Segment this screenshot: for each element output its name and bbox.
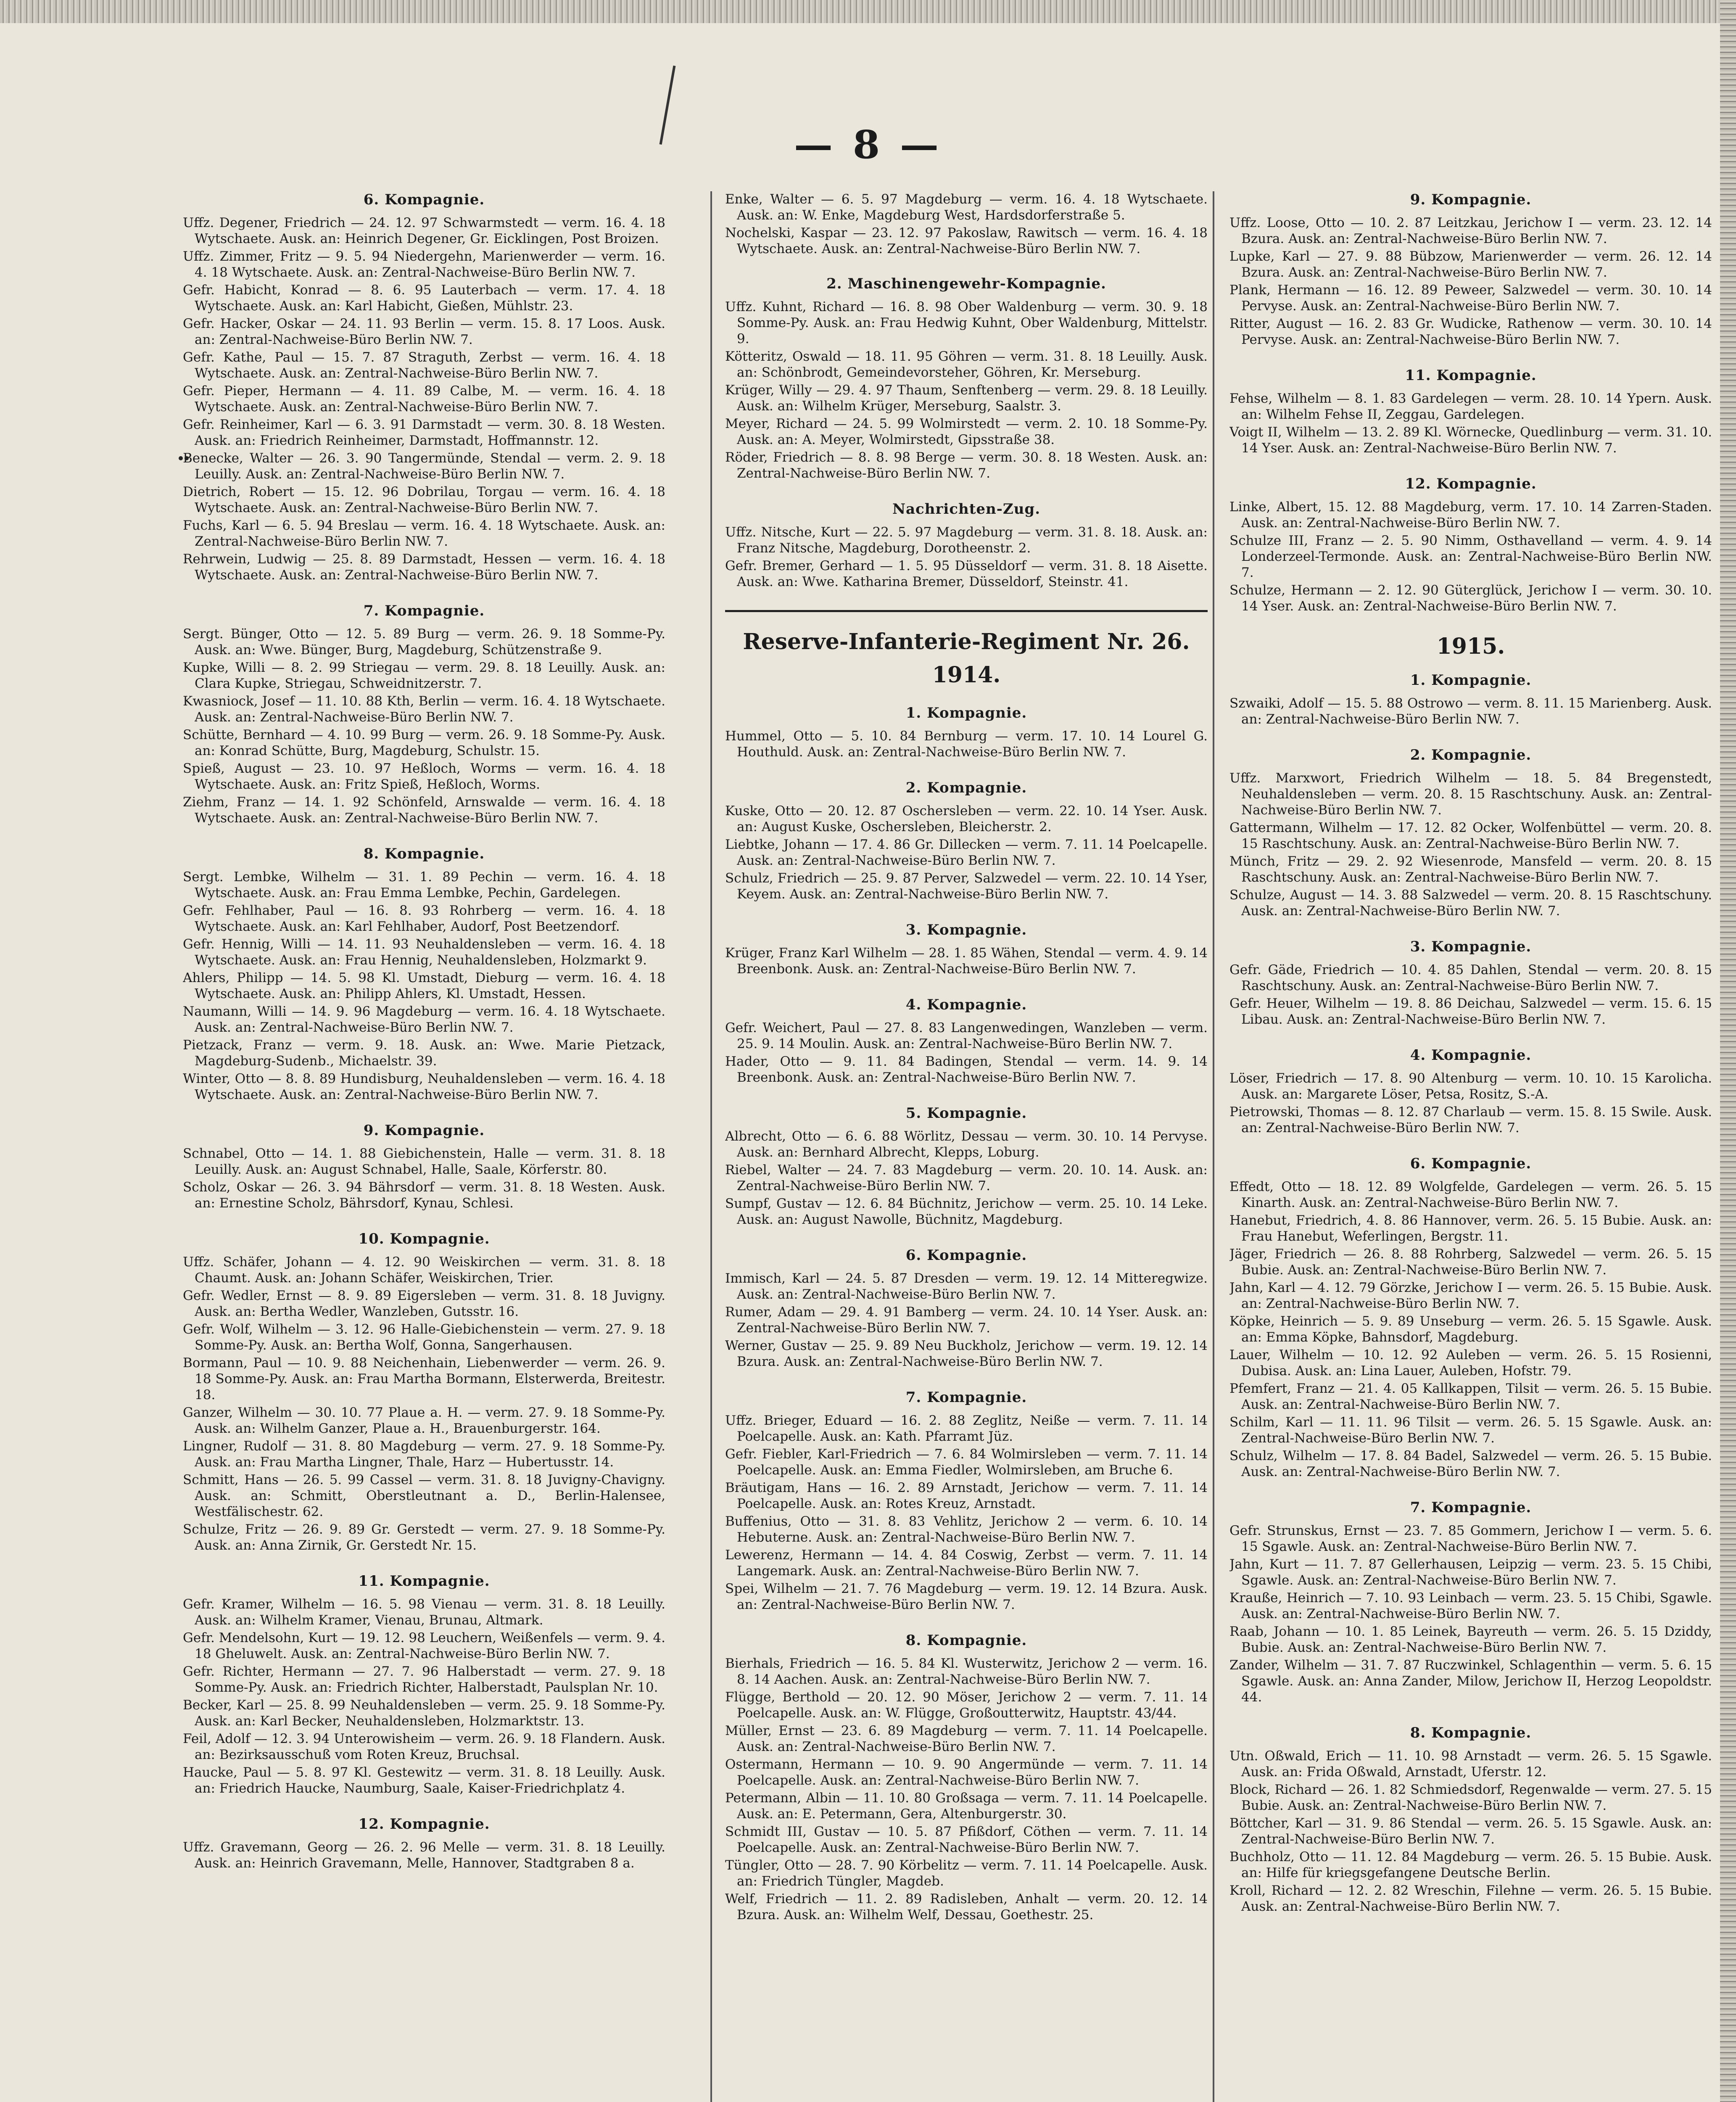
casualty-entry: Röder, Friedrich — 8. 8. 98 Berge — verm. 30. 8. 18 Westen. Ausk. an: Zentral-Nachweise-Büro Berlin NW. 7. — [725, 450, 1208, 481]
column-1 — [183, 191, 665, 2102]
casualty-entry: Uffz. Zimmer, Fritz — 9. 5. 94 Niedergehn, Marienwerder — verm. 16. 4. 18 Wytschaete. Ausk. an: Zentral-Nachweise-Büro Berlin NW. 7. — [183, 249, 665, 280]
company-section — [725, 1105, 1208, 1228]
casualty-entry: Welf, Friedrich — 11. 2. 89 Radisleben, Anhalt — verm. 20. 12. 14 Bzura. Ausk. an: Wilhelm Welf, Dessau, Goethestr. 25. — [725, 1891, 1208, 1922]
casualty-entry: Uffz. Marxwort, Friedrich Wilhelm — 18. 5. 84 Bregenstedt, Neuhaldensleben — verm. 20. 8. 15 Raschtschuny. Ausk. an: Zentral-Nachweise-Büro Berlin NW. 7. — [1229, 771, 1712, 818]
company-heading: 8. Kompagnie. — [1410, 1724, 1532, 1741]
company-section — [183, 1231, 665, 1553]
casualty-entry: Liebtke, Johann — 17. 4. 86 Gr. Dillecken — verm. 7. 11. 14 Poelcapelle. Ausk. an: Zentral-Nachweise-Büro Berlin NW. 7. — [725, 837, 1208, 868]
casualty-entry: Raab, Johann — 10. 1. 85 Leinek, Bayreuth — verm. 26. 5. 15 Dziddy, Bubie. Ausk. an: Zentral-Nachweise-Büro Berlin NW. 7. — [1229, 1624, 1712, 1655]
casualty-entry: Ostermann, Hermann — 10. 9. 90 Angermünde — verm. 7. 11. 14 Poelcapelle. Ausk. an: Zentral-Nachweise-Büro Berlin NW. 7. — [725, 1757, 1208, 1788]
casualty-entry: Löser, Friedrich — 17. 8. 90 Altenburg — verm. 10. 10. 15 Karolicha. Ausk. an: Margarete Löser, Petsa, Rositz, S.-A. — [1229, 1071, 1712, 1102]
casualty-entry: Plank, Hermann — 16. 12. 89 Peweer, Salzwedel — verm. 30. 10. 14 Pervyse. Ausk. an: Zentral-Nachweise-Büro Berlin NW. 7. — [1229, 283, 1712, 314]
casualty-entry: Bierhals, Friedrich — 16. 5. 84 Kl. Wusterwitz, Jerichow 2 — verm. 16. 8. 14 Aachen. Ausk. an: Zentral-Nachweise-Büro Berlin NW. 7. — [725, 1656, 1208, 1687]
casualty-entry: Gefr. Pieper, Hermann — 4. 11. 89 Calbe, M. — verm. 16. 4. 18 Wytschaete. Ausk. an: Zentral-Nachweise-Büro Berlin NW. 7. — [183, 383, 665, 415]
casualty-entry: Becker, Karl — 25. 8. 99 Neuhaldensleben — verm. 25. 9. 18 Somme-Py. Ausk. an: Karl Becker, Neuhaldensleben, Holzmarktstr. 13. — [183, 1698, 665, 1729]
casualty-entry: Köpke, Heinrich — 5. 9. 89 Unseburg — verm. 26. 5. 15 Sgawle. Ausk. an: Emma Köpke, Bahnsdorf, Magdeburg. — [1229, 1314, 1712, 1345]
company-heading: 2. Maschinengewehr-Kompagnie. — [826, 275, 1106, 292]
casualty-entry: Gefr. Heuer, Wilhelm — 19. 8. 86 Deichau, Salzwedel — verm. 15. 6. 15 Libau. Ausk. an: Zentral-Nachweise-Büro Berlin NW. 7. — [1229, 996, 1712, 1027]
company-section — [725, 922, 1208, 977]
company-heading: 6. Kompagnie. — [1410, 1155, 1532, 1172]
casualty-entry: Flügge, Berthold — 20. 12. 90 Möser, Jerichow 2 — verm. 7. 11. 14 Poelcapelle. Ausk. an: W. Flügge, Großoutterwitz, Hauptstr. 43/44. — [725, 1690, 1208, 1721]
casualty-entry: Sergt. Lembke, Wilhelm — 31. 1. 89 Pechin — verm. 16. 4. 18 Wytschaete. Ausk. an: Frau Emma Lembke, Pechin, Gardelegen. — [183, 869, 665, 900]
casualty-entry: Lewerenz, Hermann — 14. 4. 84 Coswig, Zerbst — verm. 7. 11. 14 Langemark. Ausk. an: Zentral-Nachweise-Büro Berlin NW. 7. — [725, 1547, 1208, 1579]
casualty-entry: Spieß, August — 23. 10. 97 Heßloch, Worms — verm. 16. 4. 18 Wytschaete. Ausk. an: Fritz Spieß, Heßloch, Worms. — [183, 761, 665, 792]
company-heading: 10. Kompagnie. — [358, 1231, 490, 1247]
lead-entries — [725, 191, 1208, 275]
company-heading: 3. Kompagnie. — [1410, 938, 1532, 955]
casualty-entry: Uffz. Nitsche, Kurt — 22. 5. 97 Magdeburg — verm. 31. 8. 18. Ausk. an: Franz Nitsche, Magdeburg, Dorotheenstr. 2. — [725, 525, 1208, 556]
company-heading: 5. Kompagnie. — [905, 1105, 1027, 1122]
casualty-entry: Krüger, Willy — 29. 4. 97 Thaum, Senftenberg — verm. 29. 8. 18 Leuilly. Ausk. an: Wilhelm Krüger, Merseburg, Saalstr. 3. — [725, 383, 1208, 414]
company-section — [1229, 475, 1712, 614]
company-section — [1229, 1047, 1712, 1136]
casualty-entry: Gefr. Gäde, Friedrich — 10. 4. 85 Dahlen, Stendal — verm. 20. 8. 15 Raschtschuny. Ausk. an: Zentral-Nachweise-Büro Berlin NW. 7. — [1229, 962, 1712, 993]
casualty-entry: Schmidt III, Gustav — 10. 5. 87 Pfißdorf, Cöthen — verm. 7. 11. 14 Poelcapelle. Ausk. an: Zentral-Nachweise-Büro Berlin NW. 7. — [725, 1824, 1208, 1855]
casualty-entry: Spei, Wilhelm — 21. 7. 76 Magdeburg — verm. 19. 12. 14 Bzura. Ausk. an: Zentral-Nachweise-Büro Berlin NW. 7. — [725, 1581, 1208, 1612]
casualty-entry: Enke, Walter — 6. 5. 97 Magdeburg — verm. 16. 4. 18 Wytschaete. Ausk. an: W. Enke, Magdeburg West, Hardsdorferstraße 5. — [725, 192, 1208, 223]
casualty-entry: Effedt, Otto — 18. 12. 89 Wolgfelde, Gardelegen — verm. 26. 5. 15 Kinarth. Ausk. an: Zentral-Nachweise-Büro Berlin NW. 7. — [1229, 1179, 1712, 1210]
casualty-entry: Lupke, Karl — 27. 9. 88 Bübzow, Marienwerder — verm. 26. 12. 14 Bzura. Ausk. an: Zentral-Nachweise-Büro Berlin NW. 7. — [1229, 249, 1712, 280]
company-heading: 1. Kompagnie. — [905, 705, 1027, 721]
company-section — [183, 845, 665, 1103]
section-group-b — [1229, 672, 1712, 1915]
casualty-entry: Schilm, Karl — 11. 11. 96 Tilsit — verm. 26. 5. 15 Sgawle. Ausk. an: Zentral-Nachweise-Büro Berlin NW. 7. — [1229, 1415, 1712, 1446]
casualty-entry: Pfemfert, Franz — 21. 4. 05 Kallkappen, Tilsit — verm. 26. 5. 15 Bubie. Ausk. an: Zentral-Nachweise-Büro Berlin NW. 7. — [1229, 1381, 1712, 1412]
casualty-entry: Gefr. Wedler, Ernst — 8. 9. 89 Eigersleben — verm. 31. 8. 18 Juvigny. Ausk. an: Bertha Wedler, Wanzleben, Gutsstr. 16. — [183, 1288, 665, 1319]
scan-edge-top — [0, 0, 1736, 23]
casualty-entry: Riebel, Walter — 24. 7. 83 Magdeburg — verm. 20. 10. 14. Ausk. an: Zentral-Nachweise-Büro Berlin NW. 7. — [725, 1162, 1208, 1194]
casualty-entry: Scholz, Oskar — 26. 3. 94 Bährsdorf — verm. 31. 8. 18 Westen. Ausk. an: Ernestine Scholz, Bährsdorf, Kynau, Schlesi. — [183, 1180, 665, 1211]
casualty-entry: Linke, Albert, 15. 12. 88 Magdeburg, verm. 17. 10. 14 Zarren-Staden. Ausk. an: Zentral-Nachweise-Büro Berlin NW. 7. — [1229, 499, 1712, 531]
casualty-entry: Gefr. Strunskus, Ernst — 23. 7. 85 Gommern, Jerichow I — verm. 5. 6. 15 Sgawle. Ausk. an: Zentral-Nachweise-Büro Berlin NW. 7. — [1229, 1523, 1712, 1554]
casualty-entry: Dietrich, Robert — 15. 12. 96 Dobrilau, Torgau — verm. 16. 4. 18 Wytschaete. Ausk. an: Zentral-Nachweise-Büro Berlin NW. 7. — [183, 484, 665, 515]
casualty-entry: Uffz. Loose, Otto — 10. 2. 87 Leitzkau, Jerichow I — verm. 23. 12. 14 Bzura. Ausk. an: Zentral-Nachweise-Büro Berlin NW. 7. — [1229, 215, 1712, 246]
company-section — [725, 705, 1208, 760]
casualty-entry: Gefr. Hacker, Oskar — 24. 11. 93 Berlin — verm. 15. 8. 17 Loos. Ausk. an: Zentral-Nachweise-Büro Berlin NW. 7. — [183, 316, 665, 347]
casualty-entry: Voigt II, Wilhelm — 13. 2. 89 Kl. Wörnecke, Quedlinburg — verm. 31. 10. 14 Yser. Ausk. an: Zentral-Nachweise-Büro Berlin NW. 7. — [1229, 425, 1712, 456]
company-section — [1229, 747, 1712, 919]
casualty-entry: Uffz. Kuhnt, Richard — 16. 8. 98 Ober Waldenburg — verm. 30. 9. 18 Somme-Py. Ausk. an: Frau Hedwig Kuhnt, Ober Waldenburg, Mittelstr. 9. — [725, 299, 1208, 346]
casualty-entry: Werner, Gustav — 25. 9. 89 Neu Buckholz, Jerichow — verm. 19. 12. 14 Bzura. Ausk. an: Zentral-Nachweise-Büro Berlin NW. 7. — [725, 1338, 1208, 1369]
casualty-entry: Tüngler, Otto — 28. 7. 90 Körbelitz — verm. 7. 11. 14 Poelcapelle. Ausk. an: Friedrich Tüngler, Magdeb. — [725, 1858, 1208, 1889]
casualty-entry: Schnabel, Otto — 14. 1. 88 Giebichenstein, Halle — verm. 31. 8. 18 Leuilly. Ausk. an: August Schnabel, Halle, Saale, Körferstr. 80. — [183, 1146, 665, 1177]
casualty-entry: Meyer, Richard — 24. 5. 99 Wolmirstedt — verm. 2. 10. 18 Somme-Py. Ausk. an: A. Meyer, Wolmirstedt, Gipsstraße 38. — [725, 416, 1208, 447]
company-section — [183, 191, 665, 583]
page-number: — 8 — — [794, 122, 942, 167]
casualty-entry: Gefr. Reinheimer, Karl — 6. 3. 91 Darmstadt — verm. 30. 8. 18 Westen. Ausk. an: Friedrich Reinheimer, Darmstadt, Hoffmannstr. 12. — [183, 417, 665, 448]
casualty-entry: Gefr. Fiebler, Karl-Friedrich — 7. 6. 84 Wolmirsleben — verm. 7. 11. 14 Poelcapelle. Ausk. an: Emma Fiedler, Wolmirsleben, am Bruche 6. — [725, 1447, 1208, 1478]
casualty-entry: Schulz, Friedrich — 25. 9. 87 Perver, Salzwedel — verm. 22. 10. 14 Yser, Keyem. Ausk. an: Zentral-Nachweise-Büro Berlin NW. 7. — [725, 871, 1208, 902]
casualty-entry: Fuchs, Karl — 6. 5. 94 Breslau — verm. 16. 4. 18 Wytschaete. Ausk. an: Zentral-Nachweise-Büro Berlin NW. 7. — [183, 518, 665, 549]
company-heading: 2. Kompagnie. — [1410, 747, 1532, 763]
company-section — [725, 501, 1208, 590]
casualty-entry: Fehse, Wilhelm — 8. 1. 83 Gardelegen — verm. 28. 10. 14 Ypern. Ausk. an: Wilhelm Fehse II, Zeggau, Gardelegen. — [1229, 391, 1712, 422]
casualty-entry: Krüger, Franz Karl Wilhelm — 28. 1. 85 Wähen, Stendal — verm. 4. 9. 14 Breenbonk. Ausk. an: Zentral-Nachweise-Büro Berlin NW. 7. — [725, 945, 1208, 977]
company-heading: 12. Kompagnie. — [358, 1816, 490, 1833]
casualty-entry: Haucke, Paul — 5. 8. 97 Kl. Gestewitz — verm. 31. 8. 18 Leuilly. Ausk. an: Friedrich Haucke, Naumburg, Saale, Kaiser-Friedrichplatz 4. — [183, 1765, 665, 1796]
casualty-entry: Hummel, Otto — 5. 10. 84 Bernburg — verm. 17. 10. 14 Lourel G. Houthuld. Ausk. an: Zentral-Nachweise-Büro Berlin NW. 7. — [725, 729, 1208, 760]
casualty-entry: Gefr. Richter, Hermann — 27. 7. 96 Halberstadt — verm. 27. 9. 18 Somme-Py. Ausk. an: Friedrich Richter, Halberstadt, Paulsplan Nr. 10. — [183, 1664, 665, 1695]
casualty-entry: Albrecht, Otto — 6. 6. 88 Wörlitz, Dessau — verm. 30. 10. 14 Pervyse. Ausk. an: Bernhard Albrecht, Klepps, Loburg. — [725, 1129, 1208, 1160]
casualty-entry: Utn. Oßwald, Erich — 11. 10. 98 Arnstadt — verm. 26. 5. 15 Sgawle. Ausk. an: Frida Oßwald, Arnstadt, Uferstr. 12. — [1229, 1748, 1712, 1780]
company-heading: 9. Kompagnie. — [1410, 191, 1532, 208]
company-section — [1229, 1155, 1712, 1480]
company-section — [183, 602, 665, 826]
casualty-entry: Ahlers, Philipp — 14. 5. 98 Kl. Umstadt, Dieburg — verm. 16. 4. 18 Wytschaete. Ausk. an: Philipp Ahlers, Kl. Umstadt, Hessen. — [183, 970, 665, 1001]
casualty-entry: Ziehm, Franz — 14. 1. 92 Schönfeld, Arnswalde — verm. 16. 4. 18 Wytschaete. Ausk. an: Zentral-Nachweise-Büro Berlin NW. 7. — [183, 795, 665, 826]
casualty-entry: Pietrowski, Thomas — 8. 12. 87 Charlaub — verm. 15. 8. 15 Swile. Ausk. an: Zentral-Nachweise-Büro Berlin NW. 7. — [1229, 1104, 1712, 1136]
company-heading: 3. Kompagnie. — [905, 922, 1027, 938]
column-2 — [725, 191, 1208, 2102]
company-heading: 9. Kompagnie. — [363, 1122, 485, 1139]
regiment-year: 1914. — [932, 662, 1001, 688]
company-heading: 4. Kompagnie. — [1410, 1047, 1532, 1064]
casualty-entry: Schulze, August — 14. 3. 88 Salzwedel — verm. 20. 8. 15 Raschtschuny. Ausk. an: Zentral-Nachweise-Büro Berlin NW. 7. — [1229, 887, 1712, 919]
company-heading: 6. Kompagnie. — [905, 1247, 1027, 1264]
casualty-entry: Jahn, Kurt — 11. 7. 87 Gellerhausen, Leipzig — verm. 23. 5. 15 Chibi, Sgawle. Ausk. an: Zentral-Nachweise-Büro Berlin NW. 7. — [1229, 1557, 1712, 1588]
section-group-a — [725, 275, 1208, 590]
casualty-entry: Bräutigam, Hans — 16. 2. 89 Arnstadt, Jerichow — verm. 7. 11. 14 Poelcapelle. Ausk. an: Rotes Kreuz, Arnstadt. — [725, 1480, 1208, 1511]
casualty-entry: Hanebut, Friedrich, 4. 8. 86 Hannover, verm. 26. 5. 15 Bubie. Ausk. an: Frau Hanebut, Weferlingen, Bergstr. 11. — [1229, 1213, 1712, 1244]
casualty-entry: Immisch, Karl — 24. 5. 87 Dresden — verm. 19. 12. 14 Mitteregwize. Ausk. an: Zentral-Nachweise-Büro Berlin NW. 7. — [725, 1271, 1208, 1302]
column-rule-1 — [710, 191, 712, 2102]
casualty-entry: Ritter, August — 16. 2. 83 Gr. Wudicke, Rathenow — verm. 30. 10. 14 Pervyse. Ausk. an: Zentral-Nachweise-Büro Berlin NW. 7. — [1229, 316, 1712, 347]
casualty-entry: Benecke, Walter — 26. 3. 90 Tangermünde, Stendal — verm. 2. 9. 18 Leuilly. Ausk. an: Zentral-Nachweise-Büro Berlin NW. 7. — [183, 451, 665, 482]
casualty-entry: Münch, Fritz — 29. 2. 92 Wiesenrode, Mansfeld — verm. 20. 8. 15 Raschtschuny. Ausk. an: Zentral-Nachweise-Büro Berlin NW. 7. — [1229, 854, 1712, 885]
casualty-entry: Schulze, Hermann — 2. 12. 90 Güterglück, Jerichow I — verm. 30. 10. 14 Yser. Ausk. an: Zentral-Nachweise-Büro Berlin NW. 7. — [1229, 583, 1712, 614]
casualty-entry: Gefr. Habicht, Konrad — 8. 6. 95 Lauterbach — verm. 17. 4. 18 Wytschaete. Ausk. an: Karl Habicht, Gießen, Mühlstr. 23. — [183, 283, 665, 314]
company-heading: 8. Kompagnie. — [363, 845, 485, 862]
casualty-entry: Winter, Otto — 8. 8. 89 Hundisburg, Neuhaldensleben — verm. 16. 4. 18 Wytschaete. Ausk. an: Zentral-Nachweise-Büro Berlin NW. 7. — [183, 1071, 665, 1102]
company-section — [725, 1389, 1208, 1613]
casualty-entry: Schulze, Fritz — 26. 9. 89 Gr. Gerstedt — verm. 27. 9. 18 Somme-Py. Ausk. an: Anna Zirnik, Gr. Gerstedt Nr. 15. — [183, 1522, 665, 1553]
casualty-entry: Gefr. Fehlhaber, Paul — 16. 8. 93 Rohrberg — verm. 16. 4. 18 Wytschaete. Ausk. an: Karl Fehlhaber, Audorf, Post Beetzendorf. — [183, 903, 665, 934]
casualty-entry: Gattermann, Wilhelm — 17. 12. 82 Ocker, Wolfenbüttel — verm. 20. 8. 15 Raschtschuny. Ausk. an: Zentral-Nachweise-Büro Berlin NW. 7. — [1229, 820, 1712, 851]
company-section — [1229, 1499, 1712, 1705]
company-section — [1229, 191, 1712, 348]
company-section — [1229, 938, 1712, 1027]
casualty-entry: Naumann, Willi — 14. 9. 96 Magdeburg — verm. 16. 4. 18 Wytschaete. Ausk. an: Zentral-Nachweise-Büro Berlin NW. 7. — [183, 1004, 665, 1035]
casualty-entry: Petermann, Albin — 11. 10. 80 Großsaga — verm. 7. 11. 14 Poelcapelle. Ausk. an: E. Petermann, Gera, Altenburgerstr. 30. — [725, 1790, 1208, 1822]
casualty-entry: Block, Richard — 26. 1. 82 Schmiedsdorf, Regenwalde — verm. 27. 5. 15 Bubie. Ausk. an: Zentral-Nachweise-Büro Berlin NW. 7. — [1229, 1782, 1712, 1813]
casualty-entry: Kroll, Richard — 12. 2. 82 Wreschin, Filehne — verm. 26. 5. 15 Bubie. Ausk. an: Zentral-Nachweise-Büro Berlin NW. 7. — [1229, 1883, 1712, 1914]
casualty-entry: Uffz. Schäfer, Johann — 4. 12. 90 Weiskirchen — verm. 31. 8. 18 Chaumt. Ausk. an: Johann Schäfer, Weiskirchen, Trier. — [183, 1254, 665, 1286]
column-rule-2 — [1213, 191, 1214, 2102]
company-heading: 2. Kompagnie. — [905, 779, 1027, 796]
casualty-entry: Schmitt, Hans — 26. 5. 99 Cassel — verm. 31. 8. 18 Juvigny-Chavigny. Ausk. an: Schmitt, Oberstleutnant a. D., Berlin-Halensee, Westfälischestr. 62. — [183, 1472, 665, 1519]
casualty-entry: Schulze III, Franz — 2. 5. 90 Nimm, Osthavelland — verm. 4. 9. 14 Londerzeel-Termonde. Ausk. an: Zentral-Nachweise-Büro Berlin NW. 7. — [1229, 533, 1712, 580]
casualty-entry: Ganzer, Wilhelm — 30. 10. 77 Plaue a. H. — verm. 27. 9. 18 Somme-Py. Ausk. an: Wilhelm Ganzer, Plaue a. H., Brauenburgerstr. 164. — [183, 1405, 665, 1436]
casualty-entry: Hader, Otto — 9. 11. 84 Badingen, Stendal — verm. 14. 9. 14 Breenbonk. Ausk. an: Zentral-Nachweise-Büro Berlin NW. 7. — [725, 1054, 1208, 1085]
casualty-entry: Gefr. Kramer, Wilhelm — 16. 5. 98 Vienau — verm. 31. 8. 18 Leuilly. Ausk. an: Wilhelm Kramer, Vienau, Brunau, Altmark. — [183, 1597, 665, 1628]
casualty-entry: Krauße, Heinrich — 7. 10. 93 Leinbach — verm. 23. 5. 15 Chibi, Sgawle. Ausk. an: Zentral-Nachweise-Büro Berlin NW. 7. — [1229, 1590, 1712, 1621]
year-heading: 1915. — [1436, 634, 1505, 659]
column-3 — [1229, 191, 1712, 2102]
company-heading: 11. Kompagnie. — [1405, 367, 1537, 384]
casualty-entry: Schulz, Wilhelm — 17. 8. 84 Badel, Salzwedel — verm. 26. 5. 15 Bubie. Ausk. an: Zentral-Nachweise-Büro Berlin NW. 7. — [1229, 1448, 1712, 1479]
company-heading: 4. Kompagnie. — [905, 996, 1027, 1013]
regiment-title: Reserve-Infanterie-Regiment Nr. 26. — [743, 629, 1190, 655]
company-heading: 7. Kompagnie. — [905, 1389, 1027, 1406]
company-section — [183, 1816, 665, 1871]
company-section — [725, 779, 1208, 902]
section-group-b — [725, 705, 1208, 1923]
company-section — [1229, 672, 1712, 727]
company-section — [725, 1247, 1208, 1370]
company-heading: 1. Kompagnie. — [1410, 672, 1532, 689]
company-section — [183, 1122, 665, 1211]
company-heading: 11. Kompagnie. — [358, 1573, 490, 1590]
casualty-entry: Sergt. Bünger, Otto — 12. 5. 89 Burg — verm. 26. 9. 18 Somme-Py. Ausk. an: Wwe. Bünger, Burg, Magdeburg, Schützenstraße 9. — [183, 626, 665, 658]
casualty-entry: Uffz. Gravemann, Georg — 26. 2. 96 Melle — verm. 31. 8. 18 Leuilly. Ausk. an: Heinrich Gravemann, Melle, Hannover, Stadtgraben 8 a. — [183, 1840, 665, 1871]
casualty-entry: Gefr. Mendelsohn, Kurt — 19. 12. 98 Leuchern, Weißenfels — verm. 9. 4. 18 Gheluwelt. Ausk. an: Zentral-Nachweise-Büro Berlin NW. 7. — [183, 1630, 665, 1661]
company-heading: 7. Kompagnie. — [1410, 1499, 1532, 1516]
casualty-entry: Rehrwein, Ludwig — 25. 8. 89 Darmstadt, Hessen — verm. 16. 4. 18 Wytschaete. Ausk. an: Zentral-Nachweise-Büro Berlin NW. 7. — [183, 552, 665, 583]
casualty-entry: Uffz. Brieger, Eduard — 16. 2. 88 Zeglitz, Neiße — verm. 7. 11. 14 Poelcapelle. Ausk. an: Kath. Pfarramt Jüz. — [725, 1413, 1208, 1444]
casualty-entry: Kwasniock, Josef — 11. 10. 88 Kth, Berlin — verm. 16. 4. 18 Wytschaete. Ausk. an: Zentral-Nachweise-Büro Berlin NW. 7. — [183, 694, 665, 725]
casualty-entry: Jahn, Karl — 4. 12. 79 Görzke, Jerichow I — verm. 26. 5. 15 Bubie. Ausk. an: Zentral-Nachweise-Büro Berlin NW. 7. — [1229, 1280, 1712, 1311]
casualty-entry: Szwaiki, Adolf — 15. 5. 88 Ostrowo — verm. 8. 11. 15 Marienberg. Ausk. an: Zentral-Nachweise-Büro Berlin NW. 7. — [1229, 696, 1712, 727]
casualty-entry: Gefr. Hennig, Willi — 14. 11. 93 Neuhaldensleben — verm. 16. 4. 18 Wytschaete. Ausk. an: Frau Hennig, Neuhaldensleben, Holzmarkt 9. — [183, 937, 665, 968]
section-group-a — [1229, 191, 1712, 614]
company-heading: 6. Kompagnie. — [363, 191, 485, 208]
casualty-entry: Zander, Wilhelm — 31. 7. 87 Ruczwinkel, Schlagenthin — verm. 5. 6. 15 Sgawle. Ausk. an: Anna Zander, Milow, Jerichow II, Herzog Leopoldstr. 44. — [1229, 1658, 1712, 1705]
casualty-entry: Feil, Adolf — 12. 3. 94 Unterowisheim — verm. 26. 9. 18 Flandern. Ausk. an: Bezirksausschuß vom Roten Kreuz, Bruchsal. — [183, 1731, 665, 1762]
company-section — [183, 1573, 665, 1796]
casualty-entry: Schütte, Bernhard — 4. 10. 99 Burg — verm. 26. 9. 18 Somme-Py. Ausk. an: Konrad Schütte, Burg, Magdeburg, Schulstr. 15. — [183, 727, 665, 758]
scan-edge-right — [1720, 0, 1736, 2102]
casualty-entry: Bormann, Paul — 10. 9. 88 Neichenhain, Liebenwerder — verm. 26. 9. 18 Somme-Py. Ausk. an: Frau Martha Bormann, Elsterwerda, Breitestr. 18. — [183, 1355, 665, 1402]
casualty-entry: Buchholz, Otto — 11. 12. 84 Magdeburg — verm. 26. 5. 15 Bubie. Ausk. an: Hilfe für kriegsgefangene Deutsche Berlin. — [1229, 1849, 1712, 1880]
casualty-entry: Müller, Ernst — 23. 6. 89 Magdeburg — verm. 7. 11. 14 Poelcapelle. Ausk. an: Zentral-Nachweise-Büro Berlin NW. 7. — [725, 1723, 1208, 1754]
casualty-entry: Böttcher, Karl — 31. 9. 86 Stendal — verm. 26. 5. 15 Sgawle. Ausk. an: Zentral-Nachweise-Büro Berlin NW. 7. — [1229, 1816, 1712, 1847]
casualty-entry: Kötteritz, Oswald — 18. 11. 95 Göhren — verm. 31. 8. 18 Leuilly. Ausk. an: Schönbrodt, Gemeindevorsteher, Göhren, Kr. Merseburg. — [725, 349, 1208, 380]
company-section — [725, 996, 1208, 1085]
casualty-entry: Gefr. Kathe, Paul — 15. 7. 87 Straguth, Zerbst — verm. 16. 4. 18 Wytschaete. Ausk. an: Zentral-Nachweise-Büro Berlin NW. 7. — [183, 350, 665, 381]
casualty-entry: Nochelski, Kaspar — 23. 12. 97 Pakoslaw, Rawitsch — verm. 16. 4. 18 Wytschaete. Ausk. an: Zentral-Nachweise-Büro Berlin NW. 7. — [725, 225, 1208, 256]
casualty-entry: Jäger, Friedrich — 26. 8. 88 Rohrberg, Salzwedel — verm. 26. 5. 15 Bubie. Ausk. an: Zentral-Nachweise-Büro Berlin NW. 7. — [1229, 1246, 1712, 1278]
casualty-entry: Buffenius, Otto — 31. 8. 83 Vehlitz, Jerichow 2 — verm. 6. 10. 14 Hebuterne. Ausk. an: Zentral-Nachweise-Büro Berlin NW. 7. — [725, 1514, 1208, 1545]
company-section — [1229, 1724, 1712, 1915]
company-heading: Nachrichten-Zug. — [892, 501, 1041, 518]
casualty-entry: Gefr. Bremer, Gerhard — 1. 5. 95 Düsseldorf — verm. 31. 8. 18 Aisette. Ausk. an: Wwe. Katharina Bremer, Düsseldorf, Steinstr. 41. — [725, 558, 1208, 589]
company-section — [1229, 367, 1712, 456]
casualty-entry: Gefr. Weichert, Paul — 27. 8. 83 Langenwedingen, Wanzleben — verm. 25. 9. 14 Moulin. Ausk. an: Zentral-Nachweise-Büro Berlin NW. 7. — [725, 1020, 1208, 1051]
company-heading: 12. Kompagnie. — [1405, 475, 1537, 492]
casualty-entry: Gefr. Wolf, Wilhelm — 3. 12. 96 Halle-Giebichenstein — verm. 27. 9. 18 Somme-Py. Ausk. an: Bertha Wolf, Gonna, Sangerhausen. — [183, 1322, 665, 1353]
casualty-entry: Pietzack, Franz — verm. 9. 18. Ausk. an: Wwe. Marie Pietzack, Magdeburg-Sudenb., Michaelstr. 39. — [183, 1038, 665, 1069]
company-section — [725, 275, 1208, 481]
casualty-entry: Sumpf, Gustav — 12. 6. 84 Büchnitz, Jerichow — verm. 25. 10. 14 Leke. Ausk. an: August Nawolle, Büchnitz, Magdeburg. — [725, 1196, 1208, 1227]
casualty-entry: Lingner, Rudolf — 31. 8. 80 Magdeburg — verm. 27. 9. 18 Somme-Py. Ausk. an: Frau Martha Lingner, Thale, Harz — Hubertusstr. 14. — [183, 1439, 665, 1470]
casualty-entry: Kuske, Otto — 20. 12. 87 Oschersleben — verm. 22. 10. 14 Yser. Ausk. an: August Kuske, Oschersleben, Bleicherstr. 2. — [725, 803, 1208, 834]
company-section — [725, 1632, 1208, 1923]
regiment-heading — [725, 610, 1208, 688]
casualty-entry: Lauer, Wilhelm — 10. 12. 92 Auleben — verm. 26. 5. 15 Rosienni, Dubisa. Ausk. an: Lina Lauer, Auleben, Hofstr. 79. — [1229, 1347, 1712, 1378]
casualty-entry: Kupke, Willi — 8. 2. 99 Striegau — verm. 29. 8. 18 Leuilly. Ausk. an: Clara Kupke, Striegau, Schweidnitzerstr. 7. — [183, 660, 665, 691]
casualty-entry: Rumer, Adam — 29. 4. 91 Bamberg — verm. 24. 10. 14 Yser. Ausk. an: Zentral-Nachweise-Büro Berlin NW. 7. — [725, 1305, 1208, 1336]
company-heading: 7. Kompagnie. — [363, 602, 485, 619]
company-heading: 8. Kompagnie. — [905, 1632, 1027, 1649]
casualty-entry: Uffz. Degener, Friedrich — 24. 12. 97 Schwarmstedt — verm. 16. 4. 18 Wytschaete. Ausk. an: Heinrich Degener, Gr. Eicklingen, Post Broizen. — [183, 215, 665, 246]
